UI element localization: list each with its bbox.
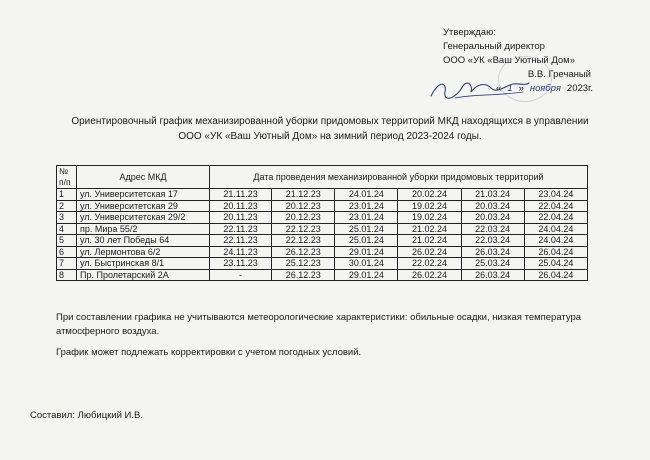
- date-open-quote: «: [496, 83, 502, 94]
- table-header-row: [57, 166, 588, 189]
- approval-heading: Утверждаю:: [443, 27, 496, 38]
- row-date: 25.12.23: [272, 258, 335, 270]
- table-row: [57, 246, 588, 258]
- approval-signatory: В.В. Гречаный: [527, 69, 591, 80]
- row-date: 22.03.24: [461, 235, 524, 247]
- table-row: [57, 258, 588, 270]
- row-date: 23.01.24: [335, 200, 398, 212]
- header-num: № п/п: [57, 166, 77, 189]
- row-date: 23.04.24: [524, 189, 587, 201]
- row-date: 20.11.23: [210, 200, 272, 212]
- header-address: Адрес МКД: [77, 166, 210, 189]
- row-date: 22.04.24: [524, 200, 587, 212]
- row-date: -: [210, 269, 272, 281]
- row-date: 21.11.23: [210, 189, 272, 201]
- row-date: 19.02.24: [398, 200, 461, 212]
- row-address: ул. Университетская 17: [77, 189, 210, 201]
- row-address: ул. Лермонтова 6/2: [77, 246, 210, 258]
- date-day: 1: [507, 83, 513, 94]
- row-date: 20.03.24: [461, 212, 524, 224]
- date-year: 2023г.: [566, 83, 593, 94]
- row-date: 25.01.24: [335, 223, 398, 235]
- row-date: 22.11.23: [210, 235, 272, 247]
- document-title: [60, 114, 600, 144]
- table-row: [57, 189, 588, 201]
- row-date: 22.12.23: [272, 223, 335, 235]
- date-month: ноября: [529, 83, 561, 94]
- row-date: 22.02.24: [398, 258, 461, 270]
- row-date: 24.04.24: [524, 223, 587, 235]
- row-date: 24.11.23: [210, 246, 272, 258]
- row-date: 26.02.24: [398, 269, 461, 281]
- note-weather: При составлении графика не учитываются метеорологические характеристики: обильные осадки, низкая температура атмосферного воздуха.: [56, 312, 582, 337]
- row-date: 20.03.24: [461, 200, 524, 212]
- row-num: 1: [57, 189, 77, 201]
- row-date: 26.12.23: [272, 269, 335, 281]
- row-date: 25.03.24: [461, 258, 524, 270]
- row-date: 30.01.24: [335, 258, 398, 270]
- title-line-1: Ориентировочный график механизированной уборки придомовых территорий МКД находящихся в управлении: [71, 116, 589, 127]
- row-num: 8: [57, 269, 77, 281]
- row-address: ул. Университетская 29/2: [77, 212, 210, 224]
- table-row: [57, 212, 588, 224]
- row-num: 4: [57, 223, 77, 235]
- author-line: Составил: Любицкий И.В.: [30, 410, 143, 421]
- approval-company: ООО «УК «Ваш Уютный Дом»: [443, 55, 575, 66]
- row-date: 26.04.24: [524, 246, 587, 258]
- row-date: 26.04.24: [524, 269, 587, 281]
- row-date: 21.02.24: [398, 235, 461, 247]
- row-date: 23.11.23: [210, 258, 272, 270]
- row-address: пр. Мира 55/2: [77, 223, 210, 235]
- row-num: 6: [57, 246, 77, 258]
- row-date: 21.12.23: [272, 189, 335, 201]
- row-date: 20.12.23: [272, 200, 335, 212]
- row-date: 20.12.23: [272, 212, 335, 224]
- row-date: 19.02.24: [398, 212, 461, 224]
- row-date: 26.12.23: [272, 246, 335, 258]
- row-address: ул. 30 лет Победы 64: [77, 235, 210, 247]
- row-date: 29.01.24: [335, 246, 398, 258]
- schedule-table: [56, 165, 588, 281]
- row-date: 21.03.24: [461, 189, 524, 201]
- row-date: 25.04.24: [524, 258, 587, 270]
- row-num: 7: [57, 258, 77, 270]
- row-date: 25.01.24: [335, 235, 398, 247]
- approval-position: Генеральный директор: [443, 41, 545, 52]
- row-date: 22.11.23: [210, 223, 272, 235]
- title-line-2: ООО «УК «Ваш Уютный Дом» на зимний период 2023-2024 годы.: [178, 131, 482, 142]
- note-corrections: График может подлежать корректировки с учетом погодных условий.: [56, 347, 362, 358]
- table-row: [57, 269, 588, 281]
- row-address: ул. Университетская 29: [77, 200, 210, 212]
- row-address: Пр. Пролетарский 2А: [77, 269, 210, 281]
- row-num: 2: [57, 200, 77, 212]
- row-date: 21.02.24: [398, 223, 461, 235]
- row-date: 24.01.24: [335, 189, 398, 201]
- date-close-quote: »: [518, 83, 524, 94]
- row-num: 5: [57, 235, 77, 247]
- row-date: 24.04.24: [524, 235, 587, 247]
- row-num: 3: [57, 212, 77, 224]
- row-date: 22.04.24: [524, 212, 587, 224]
- row-date: 29.01.24: [335, 269, 398, 281]
- table-row: [57, 235, 588, 247]
- header-dates: Дата проведения механизированной уборки придомовых территорий: [210, 166, 588, 189]
- row-address: ул. Быстринская 8/1: [77, 258, 210, 270]
- handwritten-signature-icon: [425, 74, 535, 104]
- row-date: 26.03.24: [461, 269, 524, 281]
- row-date: 26.03.24: [461, 246, 524, 258]
- table-row: [57, 223, 588, 235]
- row-date: 20.11.23: [210, 212, 272, 224]
- table-row: [57, 200, 588, 212]
- row-date: 20.02.24: [398, 189, 461, 201]
- row-date: 26.02.24: [398, 246, 461, 258]
- row-date: 23.01.24: [335, 212, 398, 224]
- row-date: 22.03.24: [461, 223, 524, 235]
- row-date: 22.12.23: [272, 235, 335, 247]
